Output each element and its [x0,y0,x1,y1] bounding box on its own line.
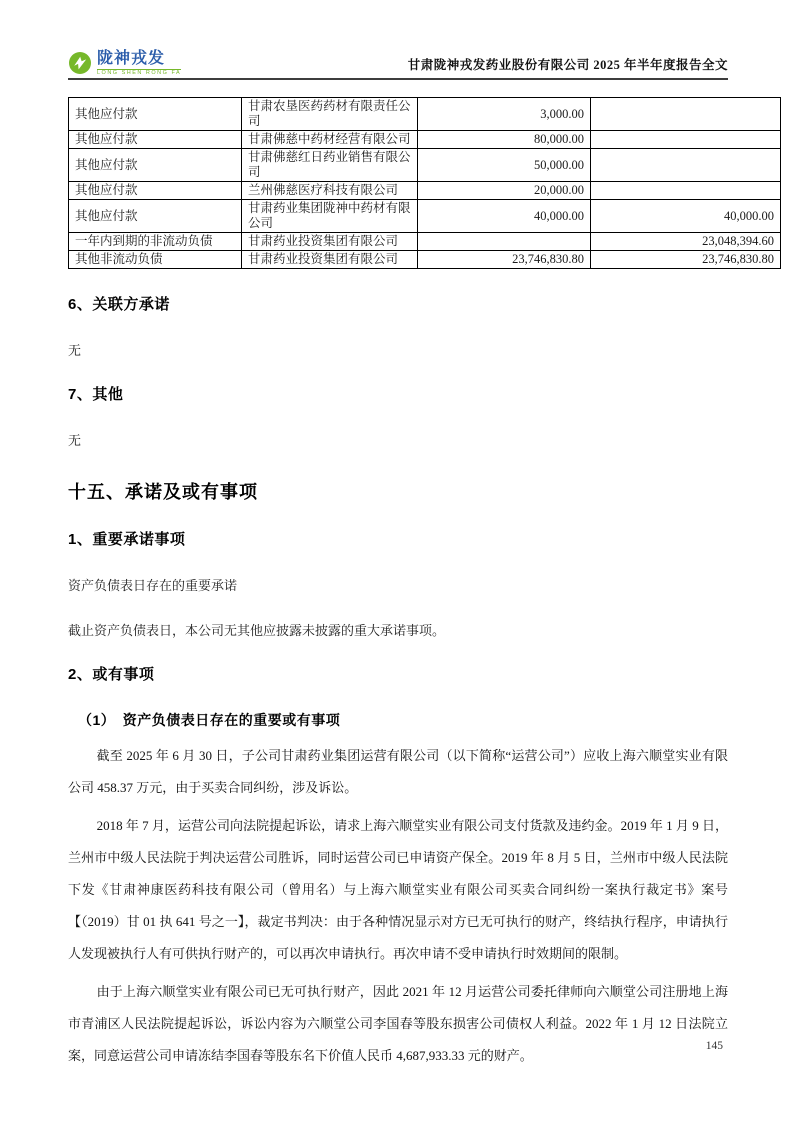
cell-amount2 [591,98,781,131]
cell-amount1: 50,000.00 [418,149,591,182]
bird-logo-icon [68,51,92,75]
cell-amount1: 40,000.00 [418,200,591,233]
paragraph-litigation-1: 截至 2025 年 6 月 30 日，子公司甘肃药业集团运营有限公司（以下简称“运营公司”）应收上海六顺堂实业有限公司 458.37 万元，由于买卖合同纠纷，涉及诉讼。 [68,748,728,795]
cell-item: 一年内到期的非流动负债 [69,233,242,251]
report-title: 甘肃陇神戎发药业股份有限公司 2025 年半年度报告全文 [407,58,728,72]
table-row [69,149,781,182]
cell-amount2: 23,048,394.60 [591,233,781,251]
cell-amount2 [591,131,781,149]
cell-amount1: 80,000.00 [418,131,591,149]
cell-amount2: 40,000.00 [591,200,781,233]
text-commitments-line1: 资产负债表日存在的重要承诺 [68,578,238,593]
chapter-heading-commitments-and-contingencies: 十五、承诺及或有事项 [68,482,258,502]
page-number: 145 [705,1040,723,1052]
table-row [69,200,781,233]
cell-party: 甘肃农垦医药药材有限责任公司 [242,98,418,131]
cell-item: 其他应付款 [69,182,242,200]
paragraph-litigation-2: 2018 年 7 月，运营公司向法院提起诉讼，请求上海六顺堂实业有限公司支付货款及违约金。2019 年 1 月 9 日，兰州市中级人民法院于判决运营公司胜诉，同时运营公司已申请资产保全。2019 年 8 月 5 日，兰州市中级人民法院下发《甘肃神康医药科技有限公司（曾用名）与上海六顺堂实业有限公司买卖合同纠纷一案执行裁定书》案号【（2019）甘 01 执 641 号之一】，裁定书判决：由于各种情况显示对方已无可执行的财产，终结执行程序，申请执行人发现被执行人有可供执行财产的，可以再次申请执行。再次申请不受申请执行时效期间的限制。 [68,818,728,961]
cell-party: 甘肃药业投资集团有限公司 [242,233,418,251]
text-none-2: 无 [68,433,82,448]
cell-party: 兰州佛慈医疗科技有限公司 [242,182,418,200]
text-none-1: 无 [68,343,82,358]
cell-item: 其他应付款 [69,200,242,233]
table-row [69,131,781,149]
cell-party: 甘肃药业集团陇神中药材有限公司 [242,200,418,233]
heading-contingencies: 2、或有事项 [68,666,155,683]
cell-amount1: 23,746,830.80 [418,251,591,269]
cell-amount1: 20,000.00 [418,182,591,200]
cell-item: 其他应付款 [69,149,242,182]
cell-amount2: 23,746,830.80 [591,251,781,269]
cell-party: 甘肃佛慈红日药业销售有限公司 [242,149,418,182]
cell-item: 其他应付款 [69,98,242,131]
logo-text [97,51,181,77]
subheading-balance-sheet-contingencies: （1） 资产负债表日存在的重要或有事项 [78,712,341,728]
header-divider [68,78,728,80]
page-header [68,46,728,76]
cell-party: 甘肃药业投资集团有限公司 [242,251,418,269]
table-row [69,98,781,131]
table-row [69,251,781,269]
cell-amount2 [591,182,781,200]
text-commitments-line2: 截止资产负债表日，本公司无其他应披露未披露的重大承诺事项。 [68,623,446,638]
cell-amount1 [418,233,591,251]
table-row [69,233,781,251]
cell-item: 其他非流动负债 [69,251,242,269]
cell-amount1: 3,000.00 [418,98,591,131]
heading-important-commitments: 1、重要承诺事项 [68,531,186,548]
cell-amount2 [591,149,781,182]
logo-cn-label: 陇神戎发 [97,49,166,67]
company-logo [68,51,181,77]
table-row [69,182,781,200]
logo-en-label: LONG SHEN RONG FA [97,69,182,76]
cell-party: 甘肃佛慈中药材经营有限公司 [242,131,418,149]
related-party-payables-table [68,97,781,269]
paragraph-litigation-3: 由于上海六顺堂实业有限公司已无可执行财产，因此 2021 年 12 月运营公司委托律师向六顺堂公司注册地上海市青浦区人民法院提起诉讼，诉讼内容为六顺堂公司李国春等股东损害公司债权人利益。2022 年 1 月 12 日法院立案，同意运营公司申请冻结李国春等股东名下价值人民币 4,687,933.33 元的财产。 [68,984,728,1063]
heading-related-party-commitments: 6、关联方承诺 [68,296,170,313]
cell-item: 其他应付款 [69,131,242,149]
heading-other: 7、其他 [68,386,124,403]
